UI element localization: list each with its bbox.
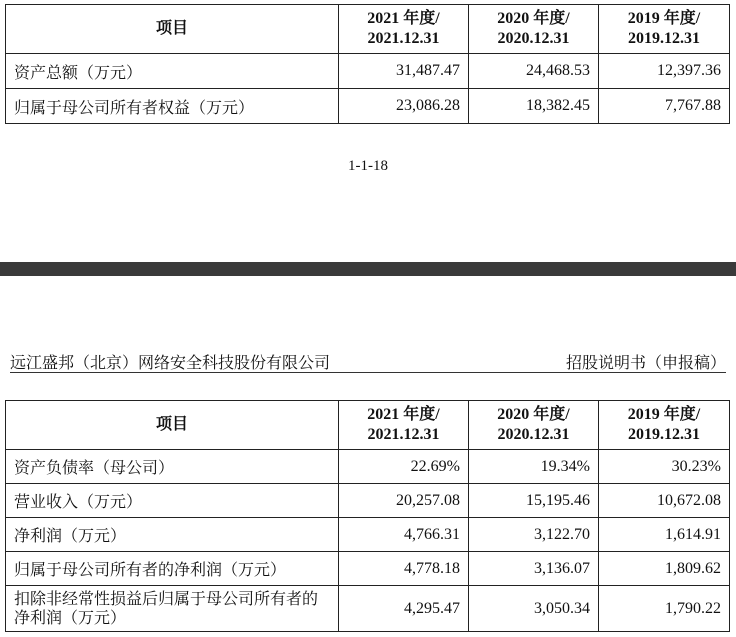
row-label: 净利润（万元） <box>6 518 339 552</box>
header-2021: 2021 年度/ 2021.12.31 <box>339 5 469 54</box>
cell-2019: 1,790.22 <box>599 586 730 632</box>
company-name: 远江盛邦（北京）网络安全科技股份有限公司 <box>10 353 331 372</box>
cell-2021: 31,487.47 <box>339 54 469 89</box>
cell-2019: 1,809.62 <box>599 552 730 586</box>
header-2021: 2021 年度/ 2021.12.31 <box>339 401 469 450</box>
cell-2019: 10,672.08 <box>599 484 730 518</box>
document-title: 招股说明书（申报稿） <box>565 353 726 372</box>
row-label: 资产总额（万元） <box>6 54 339 89</box>
table-header-row <box>6 5 730 54</box>
cell-2021: 22.69% <box>339 450 469 484</box>
cell-2021: 4,295.47 <box>339 586 469 632</box>
cell-2021: 23,086.28 <box>339 89 469 124</box>
cell-2020: 18,382.45 <box>469 89 599 124</box>
row-label: 资产负债率（母公司） <box>6 450 339 484</box>
cell-2021: 20,257.08 <box>339 484 469 518</box>
table-row <box>6 54 730 89</box>
table-row <box>6 552 730 586</box>
header-item: 项目 <box>6 5 339 54</box>
page-separator <box>0 262 736 276</box>
table-row <box>6 89 730 124</box>
financial-table-top <box>5 4 730 124</box>
header-2020: 2020 年度/ 2020.12.31 <box>469 401 599 450</box>
cell-2021: 4,778.18 <box>339 552 469 586</box>
cell-2020: 3,050.34 <box>469 586 599 632</box>
cell-2020: 24,468.53 <box>469 54 599 89</box>
cell-2019: 30.23% <box>599 450 730 484</box>
cell-2019: 1,614.91 <box>599 518 730 552</box>
row-label: 营业收入（万元） <box>6 484 339 518</box>
cell-2019: 7,767.88 <box>599 89 730 124</box>
cell-2021: 4,766.31 <box>339 518 469 552</box>
header-2019: 2019 年度/ 2019.12.31 <box>599 401 730 450</box>
table-row <box>6 450 730 484</box>
financial-table-bottom <box>5 400 730 632</box>
header-item: 项目 <box>6 401 339 450</box>
page-number: 1-1-18 <box>348 158 388 174</box>
table-header-row <box>6 401 730 450</box>
row-label: 归属于母公司所有者的净利润（万元） <box>6 552 339 586</box>
row-label: 扣除非经常性损益后归属于母公司所有者的净利润（万元） <box>6 586 339 632</box>
header-2020: 2020 年度/ 2020.12.31 <box>469 5 599 54</box>
table-row <box>6 518 730 552</box>
table-row <box>6 484 730 518</box>
row-label: 归属于母公司所有者权益（万元） <box>6 89 339 124</box>
cell-2020: 19.34% <box>469 450 599 484</box>
cell-2019: 12,397.36 <box>599 54 730 89</box>
page-header <box>10 350 726 373</box>
cell-2020: 3,136.07 <box>469 552 599 586</box>
table-row <box>6 586 730 632</box>
cell-2020: 3,122.70 <box>469 518 599 552</box>
header-2019: 2019 年度/ 2019.12.31 <box>599 5 730 54</box>
cell-2020: 15,195.46 <box>469 484 599 518</box>
